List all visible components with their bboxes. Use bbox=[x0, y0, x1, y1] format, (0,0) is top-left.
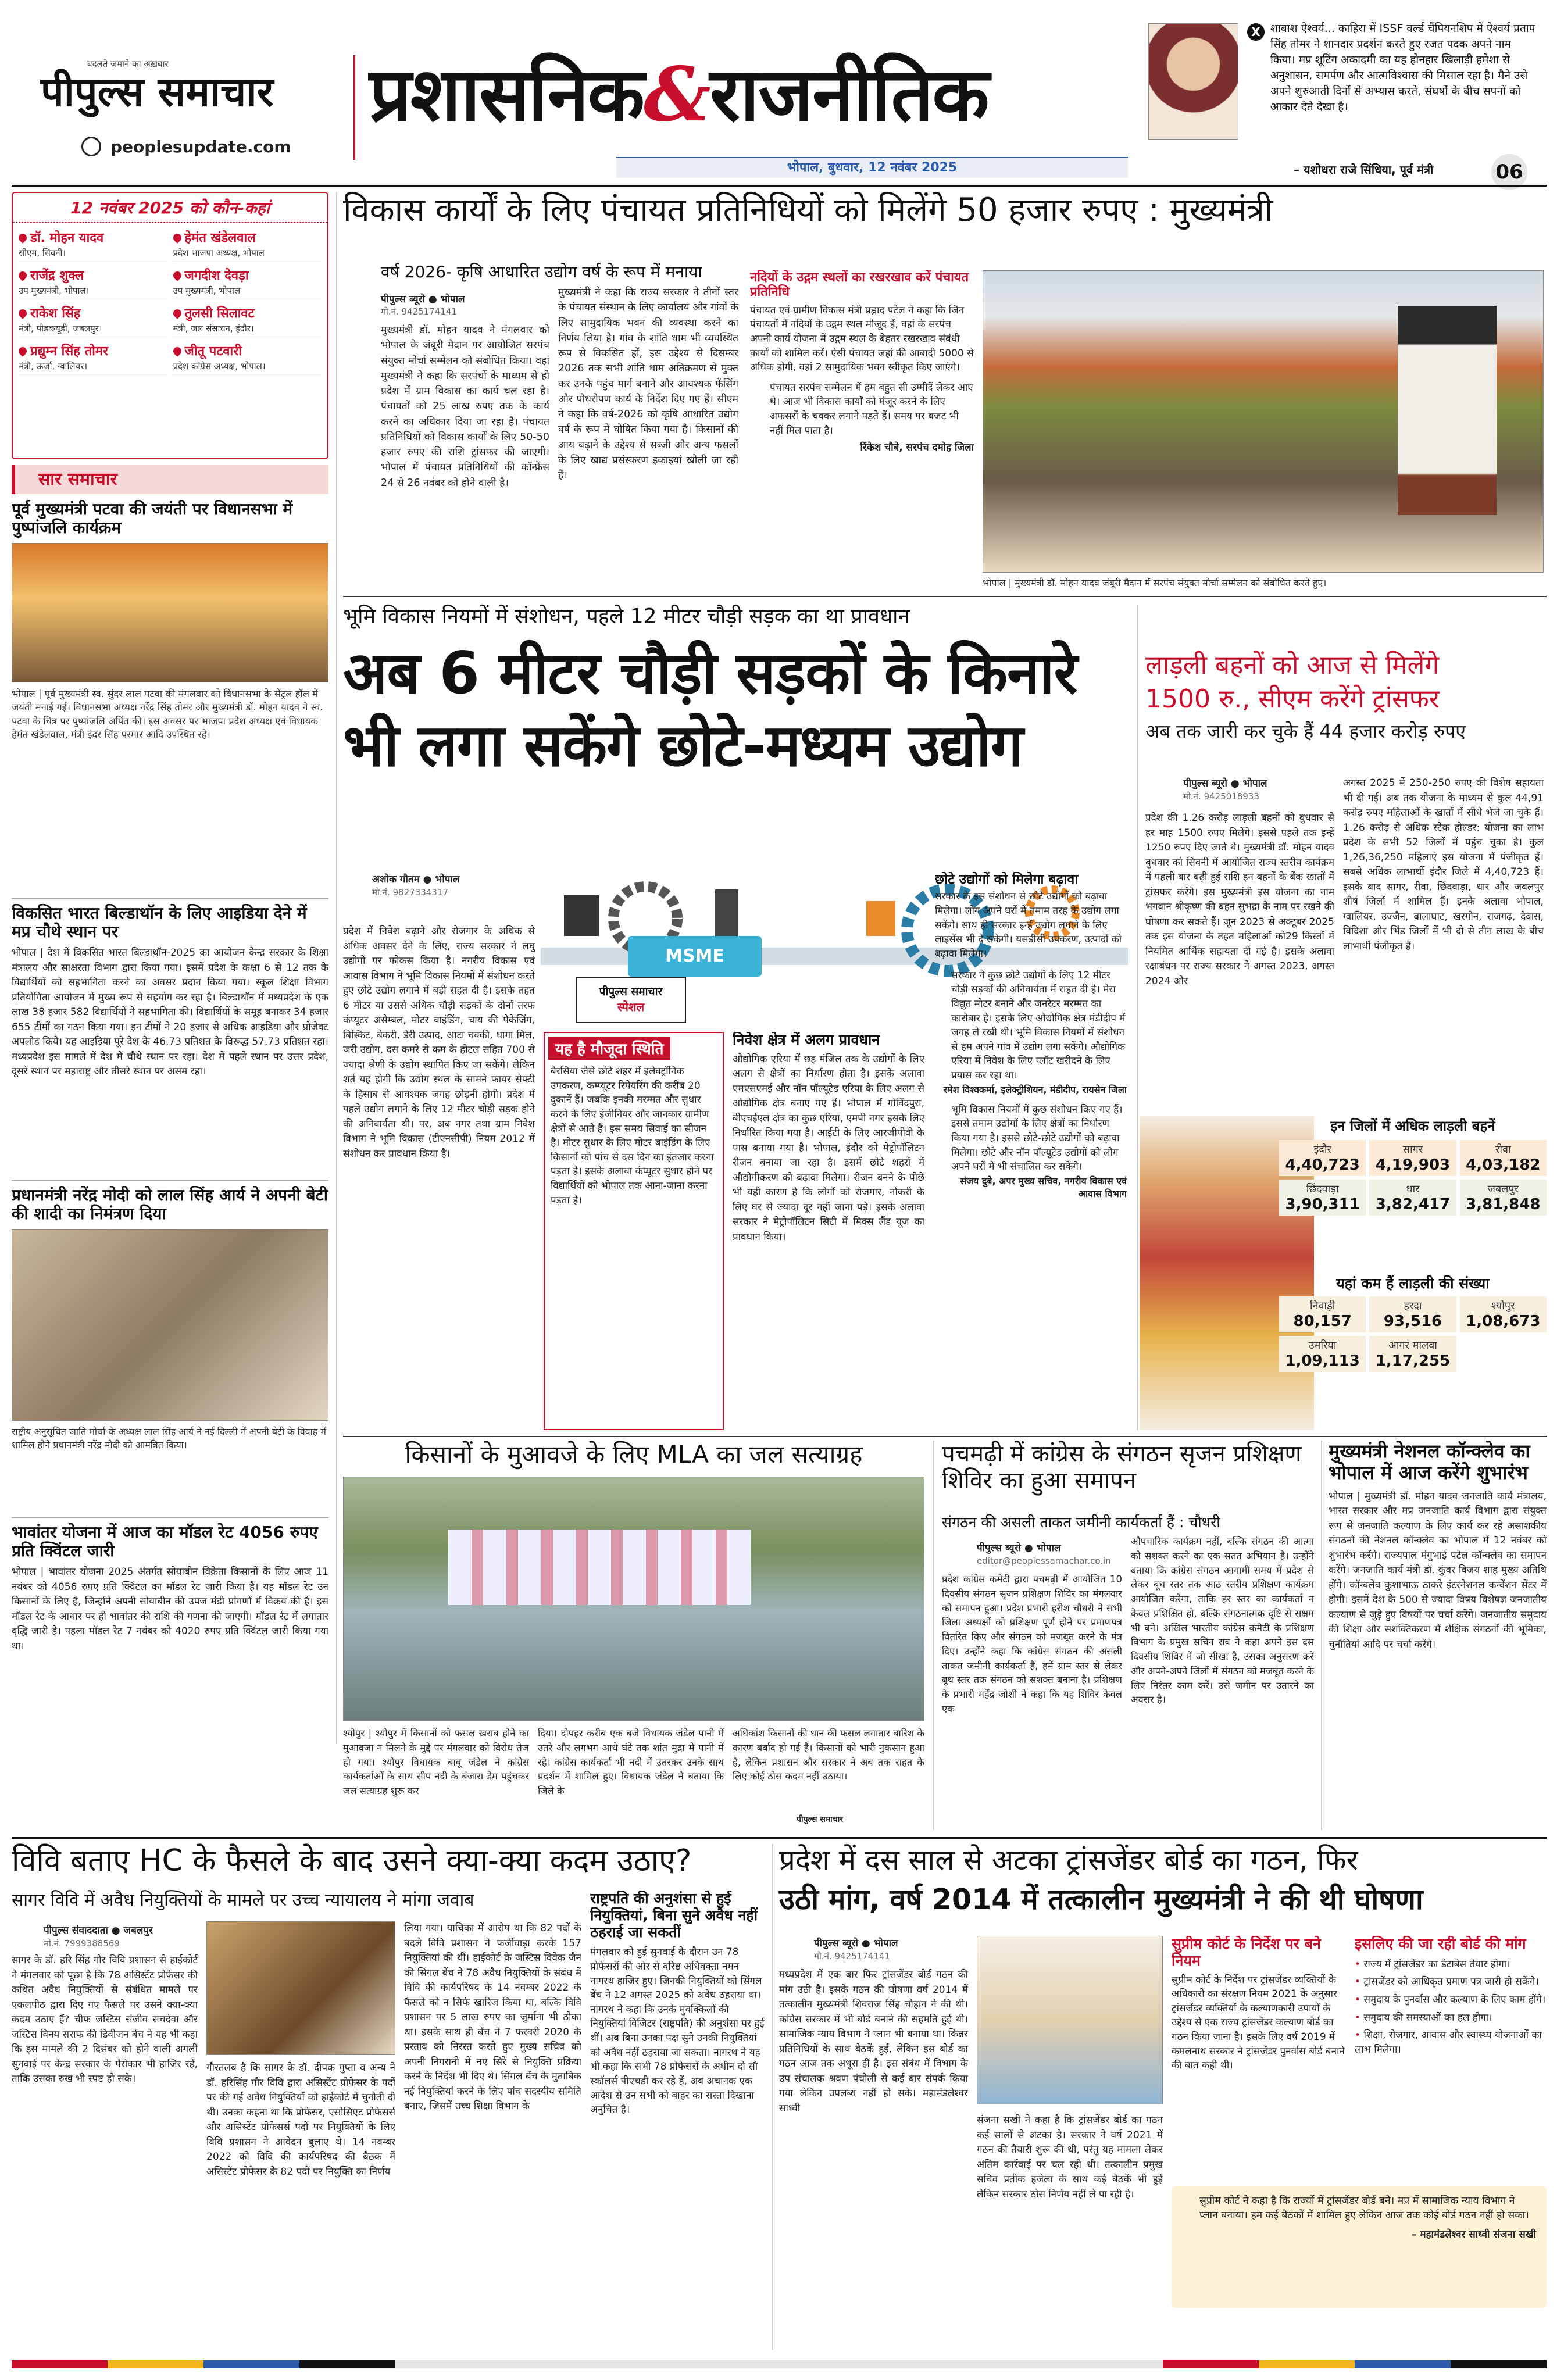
district-name: धार bbox=[1406, 1183, 1420, 1195]
who-where-entry bbox=[173, 266, 322, 299]
saar-1-caption: भोपाल | पूर्व मुख्यमंत्री स्व. सुंदर लाल पटवा की मंगलवार को विधानसभा के सेंट्रल हॉल में जयंती मनाई गई। विधानसभा अध्यक्ष नरेंद्र सिंह तोमर और मुख्यमंत्री डॉ. मोहन यादव ने स्व. पटवा के चित्र पर पुष्पांजलि अर्पित की। इस अवसर पर भाजपा प्रदेश अध्यक्ष एवं विधायक हेमंत खंडेलवाल, मंत्री इंदर सिंह परमार आदि उपस्थित रहे। bbox=[12, 688, 323, 740]
msme-c4-attr-1: रमेश विश्वकर्मा, इलेक्ट्रीशियन, मंडीदीप, रायसेन जिला bbox=[943, 1084, 1127, 1095]
lead-byline: पीपुल्स ब्यूरो ● भोपाल bbox=[381, 294, 465, 305]
msme-headline-1: अब 6 मीटर चौड़ी सड़कों के किनारे bbox=[343, 639, 1077, 707]
pachmarhi-email[interactable]: editor@peoplessamachar.co.in bbox=[977, 1556, 1111, 1566]
bottom-rule bbox=[12, 1837, 1547, 1839]
saar-4-text: भोपाल | भावांतर योजना 2025 अंतर्गत सोयाबीन विक्रेता किसानों के लिए आज 11 नवंबर को 4056 रुपए प्रति क्विंटल का मॉडल रेट जारी किया है। यह मॉडल रेट उन किसानों के लिए है, जिन्होंने अपनी सोयाबीन की उपज मंडी प्रांगणों में विक्रय की है। इस मॉडल रेट के आधार पर ही भावांतर की राशि की गणना की जाएगी। मॉडल रेट में लगातार वृद्धि जारी है। पहला मॉडल रेट 7 नवंबर को 4020 रुपए प्रति क्विंटल जारी किया गया था। bbox=[12, 1566, 328, 1652]
trans-why-box bbox=[1355, 1936, 1547, 2174]
saar-4-headline: भावांतर योजना में आज का मॉडल रेट 4056 रुपए प्रति क्विंटल जारी bbox=[12, 1523, 318, 1561]
person-name: जीतू पटवारी bbox=[184, 344, 242, 359]
saar-story-4 bbox=[12, 1523, 328, 1744]
section-title bbox=[369, 52, 988, 138]
trans-side-text: सुप्रीम कोर्ट के निर्देश पर ट्रांसजेंडर व्यक्तियों के अधिकारों का संरक्षण नियम 2021 के अनुसार ट्रांसजेंडर व्यक्तियों के कल्याणकारी उपायों के उद्देश्य से एक राज्य ट्रांसजेंडर कल्याण बोर्ड का गठन किया जाना है। इसके लिए वर्ष 2019 में कमलनाथ सरकार ने ट्रांसजेंडर पुनर्वास बोर्ड बनाने की बात कही थी। bbox=[1172, 1974, 1345, 2072]
ladli-byline: पीपुल्स ब्यूरो ● भोपाल bbox=[1183, 778, 1267, 789]
location-pin-icon bbox=[172, 270, 183, 281]
msme-col-1: प्रदेश में निवेश बढ़ाने और रोजगार के अधिक से अधिक अवसर देने के लिए, राज्य सरकार ने लघु उद्योगों पर फोकस किया है। नगरीय विकास एवं आवास विभाग ने भूमि विकास नियमों में संशोधन करते हुए छोटे उद्योग लगाने में बड़ी राहत दी है। इसके तहत 6 मीटर या उससे अधिक चौड़ी सड़कों के दोनों तरफ कंप्यूटर असेम्बल, मोटर वाइंडिंग, चाय की पैकेजिंग, बिस्किट, बेकरी, डेरी उत्पाद, आटा चक्की, धागा मिल, जरी उद्योग, दस कमरे से कम के होटल सहित 700 से ज्यादा श्रेणी के उद्योग स्थापित किए जा सकेंगे। लेकिन शर्त यह होगी कि उद्योग स्थल के सामने फायर सेफ्टी के हिसाब से आवश्यक जगह छोड़नी होगी। प्रदेश में पहले उद्योग लगाने के लिए 12 मीटर चौड़ी सड़क होने की अनिवार्यता थी। पर, अब नगर तथा ग्राम निवेश विभाग ने भूमि विकास (टीएनसीपी) नियम 2012 में संशोधन कर प्रावधान किया है। bbox=[343, 925, 535, 1160]
district-count: 3,82,417 bbox=[1375, 1196, 1451, 1213]
msme-c4-attr-2: संजय दुबे, अपर मुख्य सचिव, नगरीय विकास एवं आवास विभाग bbox=[960, 1175, 1127, 1199]
saar-story-3 bbox=[12, 1186, 328, 1511]
lead-side-quote: पंचायत सरपंच सम्मेलन में हम बहुत सी उम्मीदें लेकर आए थे। आज भी विकास कार्यों को मंजूर करने के लिए अफसरों के चक्कर लगाने पड़ते हैं। समय पर बजट भी नहीं मिल पाता है। bbox=[770, 381, 973, 437]
saar-rule-3 bbox=[12, 1517, 328, 1518]
person-name: तुलसी सिलावट bbox=[184, 306, 255, 321]
globe-icon bbox=[81, 137, 101, 156]
trans-byline: पीपुल्स ब्यूरो ● भोपाल bbox=[814, 1938, 898, 1949]
who-where-entry bbox=[173, 342, 322, 375]
pachmarhi-byline: पीपुल्स ब्यूरो ● भोपाल bbox=[977, 1542, 1061, 1554]
why-item: • राज्य में ट्रांसजेंडर का डेटाबेस तैयार होगा। bbox=[1355, 1957, 1547, 1972]
msme-status-box bbox=[544, 1032, 724, 1430]
person-name: जगदीश देवड़ा bbox=[184, 269, 249, 283]
person-name: राजेंद्र शुक्ल bbox=[30, 269, 84, 283]
hc-col-3: लिया गया। याचिका में आरोप था कि 82 पदों के बदले विवि प्रशासन ने फर्जीवाड़ा करके 157 नियुक्तियां की थीं। हाईकोर्ट के जस्टिस विवेक जैन की सिंगल बेंच ने 78 अवैध नियुक्तियों के संबंध में विवि की कार्यपरिषद के 14 नवम्बर 2022 के फैसले को न सिर्फ खारिज किया था, बल्कि विवि प्रशासन पर 5 लाख रुपए का जुर्माना भी ठोका था। इसके साथ ही बेंच ने 7 फरवरी 2020 के प्रस्ताव को निरस्त करते हुए मुख्य सचिव को अपनी निगरानी में नए सिरे से नियुक्ति प्रक्रिया करने के निर्देश भी दिए थे। सिंगल बेंच के मुताबिक नई नियुक्तियां करने के लिए पांच सदस्यीय समिति बनाए, जिसमें उच्च शिक्षा विभाग के bbox=[404, 1922, 581, 2112]
saar-3-caption: राष्ट्रीय अनुसूचित जाति मोर्चा के अध्यक्ष लाल सिंह आर्य ने नई दिल्ली में अपनी बेटी के विवाह में शामिल होने प्रधानमंत्री नरेंद्र मोदी को आमंत्रित किया। bbox=[12, 1426, 326, 1450]
msme-kicker: भूमि विकास नियमों में संशोधन, पहले 12 मीटर चौड़ी सड़क का था प्रावधान bbox=[343, 605, 910, 628]
paper-logo bbox=[41, 69, 273, 116]
who-where-title: 12 नवंबर 2025 को कौन-कहां bbox=[13, 193, 327, 223]
msme-badge: MSME bbox=[628, 936, 762, 977]
saar-rule-2 bbox=[12, 1180, 328, 1181]
arya-modi-photo bbox=[12, 1229, 328, 1421]
district-stat bbox=[1460, 1140, 1547, 1176]
mla-col-2: दिया। दोपहर करीब एक बजे विधायक जंडेल पानी में उतरे और लगभग आधे घंटे तक शांत मुद्रा में पानी में रहे। कांग्रेस कार्यकर्ता भी नदी में उतरकर उनके साथ प्रदर्शन में शामिल हुए। विधायक जंडेल ने बताया कि जिले के bbox=[538, 1728, 724, 1796]
ladli-headline-2: 1500 रु., सीएम करेंगे ट्रांसफर bbox=[1145, 684, 1440, 714]
district-count: 1,09,113 bbox=[1285, 1352, 1360, 1370]
pachmarhi-col-2: औपचारिक कार्यक्रम नहीं, बल्कि संगठन की आत्मा को सशक्त करने का एक सतत अभियान है। उन्होंने बताया कि कांग्रेस संगठन आगामी समय में प्रदेश से लेकर बूथ स्तर तक आठ स्तरीय प्रशिक्षण कार्यक्रम आयोजित करेगा, ताकि हर स्तर का कार्यकर्ता न केवल प्रशिक्षित हो, बल्कि संगठनात्मक दृष्टि से सक्षम भी बने। अखिल भारतीय कांग्रेस कमेटी के प्रशिक्षण विभाग के प्रमुख सचिन राव ने कहा अपने इस दस दिवसीय शिविर में जो सीखा है, उसका अनुसरण करें और अपने-अपने जिलों में संगठन को मजबूत करने के लिए निरंतर काम करें। उसे जमीन पर उतारने का अवसर है। bbox=[1131, 1536, 1314, 1706]
district-count: 3,81,848 bbox=[1466, 1196, 1541, 1213]
footer-color-bar bbox=[12, 2360, 1547, 2368]
ladli-least-title: यहां कम हैं लाड़ली की संख्या bbox=[1336, 1275, 1490, 1292]
tweet-author: – यशोधरा राजे सिंधिया, पूर्व मंत्री bbox=[1294, 163, 1434, 177]
patwa-tribute-photo bbox=[12, 543, 328, 682]
website[interactable]: peoplesupdate.com bbox=[110, 137, 291, 156]
ladli-col-2: अगस्त 2025 में 250-250 रुपए की विशेष सहायता भी दी गई। अब तक योजना के माध्यम से कुल 44,91 करोड़ रुपए महिलाओं के खातों में सीधे भेजे जा चुके हैं। 1.26 करोड़ से अधिक स्टेक होल्डर: योजना का लाभ प्रदेश के सभी 52 जिलों में पहुंच चुका है। कुल 1,26,36,250 महिलाएं इस योजना में पंजीकृत हैं। सबसे अधिक लाभार्थी इंदौर जिले में 4,40,723 हैं। इसके बाद सागर, रीवा, छिंदवाड़ा, धार और जबलपुर शीर्ष जिलों में शामिल हैं। इनके अलावा भोपाल, ग्वालियर, उज्जैन, बालाघाट, खरगोन, राजगढ़, देवास, विदिशा और भिंड जिलों में भी दो से तीन लाख के बीच लाभार्थी पंजीकृत हैं। bbox=[1343, 777, 1544, 952]
who-where-entry bbox=[19, 342, 167, 375]
ladli-col-1: प्रदेश की 1.26 करोड़ लाड़ली बहनों को बुधवार से हर माह 1500 रुपए मिलेंगे। इससे पहले तक इन्हें 1250 रुपए दिए जाते थे। मुख्यमंत्री डॉ. मोहन यादव बुधवार को सिवनी में आयोजित राज्य स्तरीय कार्यक्रम में पहली बार बढ़ी हुई राशि इन बहनों के बैंक खातों में ट्रांसफर करेंगे। इस मुख्यमंत्री इस योजना का नाम भगवान श्रीकृष्ण की बहन सुभद्रा के नाम पर रखने की घोषणा कर सकते हैं। जून 2023 से अक्टूबर 2025 तक इस योजना के तहत महिलाओं को29 किस्तों में नियमित आर्थिक सहायता दी गई है। इसके अलावा रक्षाबंधन पर राज्य सरकार ने अगस्त 2023, अगस्त 2024 और bbox=[1145, 812, 1334, 987]
district-name: जबलपुर bbox=[1487, 1183, 1519, 1195]
district-stat bbox=[1279, 1140, 1366, 1176]
trans-side-headline: सुप्रीम कोर्ट के निर्देश पर बने नियम bbox=[1172, 1936, 1321, 1969]
cm-speech-photo bbox=[983, 270, 1544, 573]
who-where-entry bbox=[19, 266, 167, 299]
district-count: 80,157 bbox=[1293, 1313, 1352, 1330]
who-where-entry bbox=[19, 228, 167, 262]
hc-trans-rule bbox=[772, 1844, 773, 2350]
special-tag-label: स्पेशल bbox=[617, 1000, 645, 1014]
pachmarhi-conclave-rule bbox=[1321, 1441, 1322, 1830]
district-stat bbox=[1279, 1336, 1366, 1372]
tweet-box bbox=[1148, 12, 1544, 186]
hc-byline: पीपुल्स संवाददाता ● जबलपुर bbox=[44, 1925, 153, 1936]
person-place: सीएम, सिवनी। bbox=[19, 248, 66, 258]
district-stat bbox=[1460, 1296, 1547, 1332]
who-where-entry bbox=[173, 228, 322, 262]
district-stat bbox=[1279, 1296, 1366, 1332]
special-tag bbox=[576, 977, 686, 1023]
hc-tel: मो.नं. 7999388569 bbox=[44, 1938, 120, 1949]
location-pin-icon bbox=[17, 308, 28, 319]
conclave-headline: मुख्यमंत्री नेशनल कॉन्क्लेव का भोपाल में आज करेंगे शुभारंभ bbox=[1329, 1441, 1530, 1484]
location-pin-icon bbox=[172, 232, 183, 244]
mla-credit: पीपुल्स समाचार bbox=[797, 1815, 844, 1824]
district-count: 3,90,311 bbox=[1285, 1196, 1360, 1213]
district-stat bbox=[1460, 1180, 1547, 1216]
hc-side-text: मंगलवार को हुई सुनवाई के दौरान उन 78 प्रोफेसरों की ओर से वरिष्ठ अधिवक्ता नमन नागरथ हाजिर हुए। जिनकी नियुक्तियों को सिंगल बेंच ने 12 अगस्त 2025 को अवैध ठहराया था। नागरथ ने कहा कि उनके मुवक्किलों की नियुक्तियां विजिटर (राष्ट्रपति) की अनुशंसा पर हुई थीं। अब बिना उनका पक्ष सुने उनकी नियुक्तियां को अवैध नहीं ठहराया जा सकता। नागरथ ने यह भी कहा कि सभी 78 प्रोफेसरों के अधीन दो सौ स्कॉलर्स पीएचडी कर रहे हैं, अब अचानक एक आदेश से उन सभी को बाहर का रास्ता दिखाना अनुचित है। bbox=[590, 1946, 765, 2116]
trans-col-2: संजना सखी ने कहा है कि ट्रांसजेंडर बोर्ड का गठन कई सालों से अटका है। सरकार ने वर्ष 2021 में गठन की तैयारी शुरू की थी, परंतु यह मामला लेकर अंतिम कार्रवाई पर चल रही थी। तत्कालीन प्रमुख सचिव प्रतीक हजेला के साथ कई बैठकें भी हुई लेकिन सरकार ठोस निर्णय नहीं ले पा रही है। bbox=[977, 2114, 1163, 2200]
msme-c3-text: औद्योगिक एरिया में छह मंजिल तक के उद्योगों के लिए अलग से क्षेत्रों का निर्धारण होता है। इसके अलावा एमएसएमई और नॉन पॉल्यूटेड एरिया के लिए अलग से औद्योगिक क्षेत्र बनाए गए हैं। भोपाल में गोविंदपुरा, बीएचईएल क्षेत्र का कुछ एरिया, एमपी नगर इसके लिए निर्धारित किया गया है। आईटी के लिए आरजीपीवी के पास बनाया गया है। भोपाल, इंदौर को मेट्रोपॉलिटन रीजन बनाया जा रहा है। इसमें छोटे शहरों में औद्योगीकरण को बढ़ावा मिलेगा। रीजन बनने के पीछे भी यही कारण है कि लोगों को रोजगार, नौकरी के लिए घर से ज्यादा दूर नहीं जाना पड़े। इसके अलावा सरकार ने मेट्रोपॉलिटन सिटी में मिक्स लैंड यूज का प्रावधान किया। bbox=[733, 1053, 924, 1243]
district-count: 4,19,903 bbox=[1375, 1156, 1451, 1174]
conclave-story bbox=[1329, 1441, 1547, 1830]
district-count: 93,516 bbox=[1383, 1313, 1442, 1330]
lead-headline: विकास कार्यों के लिए पंचायत प्रतिनिधियों को मिलेंगे 50 हजार रुपए : मुख्यमंत्री bbox=[343, 191, 1273, 229]
msme-c4-quote-1: सरकार ने कुछ छोटे उद्योगों के लिए 12 मीटर चौड़ी सड़कों की अनिवार्यता में राहत दी है। मेरा विद्युत मोटर बनाने और जनरेटर मरम्मत का कारोबार है। इसके लिए औद्योगिक क्षेत्र मंडीदीप में जगह ले रखी थी। भूमि विकास नियमों में संशोधन से हम अपने गांव में उद्योग लगा सकेंगे। औद्योगिक एरिया में निवेश के लिए प्लॉट खरीदने के लिए प्रयास कर रहा था। bbox=[951, 969, 1126, 1082]
protest-banners bbox=[448, 1530, 751, 1605]
district-name: सागर bbox=[1402, 1143, 1423, 1156]
msme-box-headline: यह है मौजूदा स्थिति bbox=[548, 1037, 670, 1060]
saar-header bbox=[12, 465, 328, 494]
district-stat bbox=[1369, 1336, 1456, 1372]
ladli-least-grid bbox=[1279, 1296, 1547, 1372]
cm-figure bbox=[1398, 306, 1497, 515]
ladli-headline-1: लाड़ली बहनों को आज से मिलेंगे bbox=[1145, 651, 1440, 680]
hc-headline: विवि बताए HC के फैसले के बाद उसने क्या-क्या कदम उठाए? bbox=[12, 1843, 692, 1878]
page-number: 06 bbox=[1491, 154, 1527, 190]
mast-divider bbox=[353, 55, 355, 160]
location-pin-icon bbox=[17, 232, 28, 244]
person-place: उप मुख्यमंत्री, भोपाल bbox=[173, 285, 241, 296]
district-stat bbox=[1369, 1180, 1456, 1216]
district-stat bbox=[1369, 1140, 1456, 1176]
trans-quote-attr: – महामंडलेश्वर साध्वी संजना सखी bbox=[1411, 2228, 1536, 2240]
person-place: प्रदेश कांग्रेस अध्यक्ष, भोपाल। bbox=[173, 361, 266, 371]
ladli-most-grid bbox=[1279, 1140, 1547, 1216]
pachmarhi-subhead: संगठन की असली ताकत जमीनी कार्यकर्ता हैं : चौधरी bbox=[942, 1514, 1220, 1531]
msme-c4-quote-2: भूमि विकास नियमों में कुछ संशोधन किए गए हैं। इससे तमाम उद्योगों के लिए क्षेत्रों का निर्धारण किया गया है। इससे छोटे-छोटे उद्योगों को बढ़ावा मिलेगा। छोटे और नॉन पॉल्यूटेड उद्योगों को लोग अपने घरों में भी संचालित कर सकेंगे। bbox=[951, 1103, 1123, 1173]
trans-col-1: मध्यप्रदेश में एक बार फिर ट्रांसजेंडर बोर्ड गठन की मांग उठी है। इसके गठन की घोषणा वर्ष 2014 में तत्कालीन मुख्यमंत्री शिवराज सिंह चौहान ने की थी। कांग्रेस सरकार में भी बोर्ड बनाने की सहमति हुई थी। सामाजिक न्याय विभाग ने प्लान भी बनाया था। किन्नर प्रतिनिधियों के साथ बैठकें हुईं, लेकिन इस बोर्ड का गठन आज तक अधूरा ही है। इस संबंध में विभाग के उप संचालक श्रवण पंचोली से कई बार संपर्क किया गया लेकिन उपलब्ध नहीं हो सके। महामंडलेश्वर साध्वी bbox=[779, 1969, 968, 2114]
who-where-grid bbox=[13, 223, 327, 381]
district-count: 1,08,673 bbox=[1466, 1313, 1541, 1330]
left-col-rule bbox=[336, 192, 337, 1744]
hc-subhead: सागर विवि में अवैध नियुक्तियों के मामले पर उच्च न्यायालय ने मांगा जवाब bbox=[12, 1890, 474, 1910]
ladli-tel: मो.नं. 9425018933 bbox=[1183, 791, 1259, 802]
who-where-entry bbox=[19, 304, 167, 337]
msme-c4-headline: छोटे उद्योगों को मिलेगा बढ़ावा bbox=[935, 872, 1079, 887]
msme-headline-2: भी लगा सकेंगे छोटे-मध्यम उद्योग bbox=[343, 712, 1023, 780]
person-name: प्रद्युम्न सिंह तोमर bbox=[30, 344, 108, 359]
person-name: हेमंत खंडेलवाल bbox=[184, 231, 256, 245]
section-word2: राजनीतिक bbox=[709, 52, 988, 138]
why-item: • समुदाय के पुनर्वास और कल्याण के लिए काम होंगे। bbox=[1355, 1993, 1547, 2007]
trans-tel: मो.नं. 9425174141 bbox=[814, 1951, 890, 1961]
lead-col-2: मुख्यमंत्री ने कहा कि राज्य सरकार ने तीनों स्तर के पंचायत संस्थान के लिए कार्यालय और गांवों के लिए सामुदायिक भवन की व्यवस्था करने का निर्णय लिया है। गांव के शांति धाम भी व्यवस्थित रूप से विकसित हों, इस उद्देश्य से दिसम्बर 2026 तक सभी शांति धाम अतिक्रमण से मुक्त कर उनके पहुंच मार्ग बनाने और आवश्यक फेंसिंग और पौधरोपण कार्य के निर्देश दिए गए हैं। सीएम ने कहा कि वर्ष-2026 को कृषि आधारित उद्योग वर्ष के रूप में घोषित किया गया है। किसानों की आय बढ़ाने के उद्देश्य से सब्जी और अन्य फसलों के लिए खाद्य प्रसंस्करण इकाइयां खोली जा रही हैं। bbox=[558, 287, 738, 481]
district-name: रीवा bbox=[1495, 1143, 1511, 1156]
saar-rule-1 bbox=[12, 898, 328, 899]
location-pin-icon bbox=[17, 345, 28, 357]
location-pin-icon bbox=[172, 345, 183, 357]
district-count: 4,03,182 bbox=[1466, 1156, 1541, 1174]
x-logo-icon: X bbox=[1247, 23, 1265, 41]
hc-col-1: सागर के डॉ. हरि सिंह गौर विवि प्रशासन से हाईकोर्ट ने मंगलवार को पूछा है कि 78 असिस्टेंट प्रोफेसर की कथित अवैध नियुक्तियों से संबंधित मामले पर एकलपीठ द्वारा दिए गए फैसले पर उसने क्या-क्या कदम उठाए हैं? चीफ जस्टिस संजीव सचदेवा और जस्टिस विनय सराफ की डिवीजन बेंच ने यह भी कहा कि इस मामले की 2 दिसंबर को होने वाली अगली सुनवाई पर केन्द्र सरकार के पैरोकार भी हाजिर रहें, ताकि उसका रुख भी स्पष्ट हो सके। bbox=[12, 1954, 198, 2085]
msme-col-4 bbox=[935, 872, 1127, 1430]
trans-quote-box bbox=[1172, 2186, 1547, 2308]
special-tag-paper: पीपुल्स समाचार bbox=[599, 985, 663, 998]
mla-headline: किसानों के मुआवजे के लिए MLA का जल सत्याग्रह bbox=[405, 1440, 863, 1468]
district-stat bbox=[1369, 1296, 1456, 1332]
ladli-subhead: अब तक जारी कर चुके हैं 44 हजार करोड़ रुपए bbox=[1145, 720, 1466, 742]
section-word1: प्रशासनिक bbox=[369, 52, 644, 138]
district-stat bbox=[1279, 1180, 1366, 1216]
why-item: • ट्रांसजेंडर को आधिकृत प्रमाण पत्र जारी हो सकेंगे। bbox=[1355, 1975, 1547, 1989]
tweet-author-photo bbox=[1148, 23, 1238, 140]
location-pin-icon bbox=[17, 270, 28, 281]
district-name: हरदा bbox=[1404, 1300, 1422, 1312]
dateline-bar bbox=[616, 157, 1128, 178]
middle-rule bbox=[343, 1436, 1547, 1437]
msme-byline: अशोक गौतम ● भोपाल bbox=[372, 874, 460, 885]
msme-c3-headline: निवेश क्षेत्र में अलग प्रावधान bbox=[733, 1032, 880, 1048]
district-name: छिंदवाड़ा bbox=[1306, 1183, 1339, 1195]
trans-why-headline: इसलिए की जा रही बोर्ड की मांग bbox=[1355, 1936, 1526, 1952]
trans-sidebar bbox=[1172, 1936, 1346, 2180]
mla-col-1: श्योपुर | श्योपुर में किसानों को फसल खराब होने का मुआवजा न मिलने के मुद्दे पर मंगलवार को विरोध तेज हो गया। श्योपुर विधायक बाबू जंडेल ने कांग्रेस कार्यकर्ताओं के साथ सीप नदी के बंजारा डेम पहुंचकर जल सत्याग्रह शुरू कर bbox=[343, 1728, 529, 1796]
masthead-rule bbox=[12, 185, 1547, 187]
trans-cartoon bbox=[977, 1936, 1163, 2104]
tweet-text: शाबाश ऐश्वर्य... काहिरा में ISSF वर्ल्ड चैंपियनशिप में ऐश्वर्य प्रताप सिंह तोमर ने शानदार प्रदर्शन करते हुए रजत पदक अपने नाम किया। मप्र शूटिंग अकादमी का यह होनहार खिलाड़ी हमेशा से अनुशासन, समर्पण और आत्मविश्वास की मिसाल रहा है। मैने उसे अपने शुरुआती दिनों से अभ्यास करते, संघर्षों के बीच सपनों को आकार देते देखा है। bbox=[1270, 22, 1535, 113]
district-name: इंदौर bbox=[1313, 1143, 1331, 1156]
district-count: 1,17,255 bbox=[1375, 1352, 1451, 1370]
saar-title: सार समाचार bbox=[38, 469, 117, 489]
lead-side-headline: नदियों के उद्गम स्थलों का रखरखाव करें पंचायत प्रतिनिधि bbox=[750, 270, 969, 300]
trans-headline-1: प्रदेश में दस साल से अटका ट्रांसजेंडर बोर्ड का गठन, फिर bbox=[779, 1843, 1358, 1877]
mla-satyagraha-photo bbox=[343, 1477, 924, 1721]
person-place: मंत्री, पीडब्ल्यूडी, जबलपुर। bbox=[19, 323, 102, 334]
who-where-panel bbox=[12, 192, 328, 459]
msme-tel: मो.नं. 9827334317 bbox=[372, 887, 448, 898]
person-name: डॉ. मोहन यादव bbox=[30, 231, 104, 245]
dateline: भोपाल, बुधवार, 12 नवंबर 2025 bbox=[787, 160, 958, 175]
why-item: • समुदाय की समस्याओं का हल होगा। bbox=[1355, 2011, 1547, 2025]
saar-story-2 bbox=[12, 904, 328, 1154]
person-place: मंत्री, जल संसाधन, इंदौर। bbox=[173, 323, 254, 334]
ladli-most-box bbox=[1279, 1116, 1547, 1273]
conclave-text: भोपाल | मुख्यमंत्री डॉ. मोहन यादव जनजाति कार्य मंत्रालय, भारत सरकार और मप्र जनजाति कार्य विभाग द्वारा संयुक्त रूप से जनजाति कल्याण के लिए कार्य कर रहे असाशकीय संगठनों की नेशनल कॉन्क्लेव का भोपाल में 12 नवंबर को शुभारंभ करेंगे। राज्यपाल मंगुभाई पटेल कॉन्क्लेव का समापन करेंगे। जनजाति कार्य मंत्री डॉ. कुंवर विजय शाह मुख्य अतिथि होंगे। कॉन्क्लेव कुशाभाऊ ठाकरे इंटरनेशनल कन्वेंशन सेंटर में होगी। इसमें देश के 500 से ज्यादा विषय विशेषज्ञ जनजातीय कल्याण से जुड़े हुए विषयों पर चर्चा करेंगे। जनजातीय समुदाय की शिक्षा और सशक्तिकरण में शैक्षिक संगठनों की भूमिका, चुनौतियां आदि पर चर्चा करेंगे। bbox=[1329, 1490, 1547, 1650]
lead-photo-caption: भोपाल | मुख्यमंत्री डॉ. मोहन यादव जंबूरी मैदान में सरपंच संयुक्त मोर्चा सम्मेलन को संबोधित करते हुए। bbox=[983, 577, 1327, 588]
masthead bbox=[0, 0, 1557, 184]
gavel-photo bbox=[206, 1921, 395, 2055]
lead-tel: मो.नं. 9425174141 bbox=[381, 306, 457, 317]
pachmarhi-headline: पचमढ़ी में कांग्रेस के संगठन सृजन प्रशिक्षण शिविर का हुआ समापन bbox=[942, 1441, 1302, 1494]
saar-3-headline: प्रधानमंत्री नरेंद्र मोदी को लाल सिंह आर्य ने अपनी बेटी की शादी का निमंत्रण दिया bbox=[12, 1186, 328, 1224]
district-name: उमरिया bbox=[1308, 1339, 1337, 1352]
lead-side-attr: रिंकेश चौबे, सरपंच दमोह जिला bbox=[860, 442, 974, 454]
lead-sidebar bbox=[750, 270, 974, 593]
mla-col-3: अधिकांश किसानों की धान की फसल लगातार बारिश के कारण बर्बाद हो गई है। किसानों को भारी नुकसान हुआ है, लेकिन प्रशासन और सरकार ने अब तक राहत के लिए कोई ठोस कदम नहीं उठाया। bbox=[733, 1728, 924, 1782]
lead-col-1: मुख्यमंत्री डॉ. मोहन यादव ने मंगलवार को भोपाल के जंबूरी मैदान पर आयोजित सरपंच संयुक्त मोर्चा सम्मेलन को संबोधित किया। वहां मुख्यमंत्री ने कहा कि सरपंचों के माध्यम से ही प्रदेश में ग्राम विकास का कार्य चल रहा है। पंचायतों को 25 लाख रुपए तक के कार्य करने का अधिकार दिया जा रहा है। पंचायत प्रतिनिधियों को विकास कार्यों के लिए 50-50 हजार रुपए की राशि ट्रांसफर की जाएगी। भोपाल में पंचायत प्रतिनिधियों की कॉन्फ्रेंस 24 से 26 नवंबर को होने वाली है। bbox=[381, 324, 549, 489]
msme-box-text: बैरसिया जैसे छोटे शहर में इलेक्ट्रॉनिक उपकरण, कम्प्यूटर रिपेयरिंग की करीब 20 दुकानें हैं। जबकि इनकी मरम्मत और सुधार करने के लिए इंजीनियर और जानकार ग्रामीण क्षेत्रों से आते हैं। इस समय सिवाई का सीजन है। मोटर सुधार के लिए मोटर बाइंडिंग के लिए किसानों को पांच से दस दिन का इंतजार करना पड़ता है। इसके अलावा कंप्यूटर सुधार होने पर विद्यार्थियों को भोपाल तक आना-जाना करना पड़ता है। bbox=[551, 1066, 714, 1206]
trans-quote-text: सुप्रीम कोर्ट ने कहा है कि राज्यों में ट्रांसजेंडर बोर्ड बने। मप्र में सामाजिक न्याय विभाग ने प्लान बनाया। हम कई बैठकों में शामिल हुए लेकिन आज तक कोई बोर्ड गठन नहीं हो सका। bbox=[1199, 2195, 1529, 2222]
trans-headline-2: उठी मांग, वर्ष 2014 में तत्कालीन मुख्यमंत्री ने की थी घोषणा bbox=[779, 1883, 1423, 1916]
msme-col-3 bbox=[733, 1032, 924, 1430]
paper-name: पीपुल्स समाचार bbox=[41, 68, 274, 116]
person-place: उप मुख्यमंत्री, भोपाल। bbox=[19, 285, 90, 296]
msme-ladli-rule bbox=[1137, 605, 1138, 1430]
district-name: श्योपुर bbox=[1491, 1300, 1515, 1312]
who-where-entry bbox=[173, 304, 322, 337]
hc-col-2: गौरतलब है कि सागर के डॉ. दीपक गुप्ता व अन्य ने डॉ. हरिसिंह गौर विवि द्वारा असिस्टेंट प्रोफेसर के पदों पर की गईं अवैध नियुक्तियों को हाईकोर्ट में चुनौती दी थी। उनका कहना था कि प्रोफेसर, एसोसिएट प्रोफेसर्स और असिस्टेंट प्रोफेसर्स पदों पर नियुक्तियों के लिए विवि प्रशासन ने आवेदन बुलाए थे। 14 नवम्बर 2022 को विवि की कार्यपरिषद की बैठक में असिस्टेंट प्रोफेसर के 82 पदों पर नियुक्ति का निर्णय bbox=[206, 2062, 395, 2178]
district-name: आगर मालवा bbox=[1388, 1339, 1437, 1352]
lead-side-text: पंचायत एवं ग्रामीण विकास मंत्री प्र‍ह्लाद पटेल ने कहा कि जिन पंचायतों में नदियों के उद्गम स्थल मौजूद हैं, वहां के सरपंच अपनी कार्य योजना में उद्गम स्थल के बेहतर रखरखाव संबंधी कार्यों को शामिल करें। ऐसी पंचायत जहां की आबादी 5000 से अधिक होगी, वहां 2 सामुदायिक भवन स्वीकृत किए जाएंगे। bbox=[750, 304, 974, 374]
section-amp: & bbox=[644, 51, 710, 138]
msme-c4-text: सरकार के इस संशोधन से छोटे उद्योगों को बढ़ावा मिलेगा। लोग अपने घरों में तमाम तरह के उद्योग लगा सकेंगे। साथ ही सरकार इन्हें उद्योग लगाने के लिए लाइसेंस भी दे सकेगी। यसडीसी उपकरण, उत्पादों को बढ़ावा मिलेगा। bbox=[935, 891, 1122, 960]
trans-why-list bbox=[1355, 1957, 1547, 2057]
location-pin-icon bbox=[172, 308, 183, 319]
lead-rule bbox=[343, 596, 1547, 597]
person-name: राकेश सिंह bbox=[30, 306, 81, 321]
person-place: प्रदेश भाजपा अध्यक्ष, भोपाल bbox=[173, 248, 265, 258]
ladli-least-box bbox=[1279, 1273, 1547, 1430]
saar-2-text: भोपाल | देश में विकसित भारत बिल्डाथॉन-2025 का आयोजन केन्द्र सरकार के शिक्षा मंत्रालय और साक्षरता विभाग द्वारा किया गया। इसमें प्रदेश के कक्षा 6 से 12 तक के विद्यार्थियों को सहभागिता करने का अवसर प्रदान किया गया। स्कूल शिक्षा विभाग प्रतियोगिता आयोजन में मुख्य रूप से सहयोग कर रहा है। बिल्डाथॉन में मध्यप्रदेश के एक लाख 38 हजार 582 विद्यार्थियों ने सहभागिता की। विद्यार्थियों के समूह बनाकर 34 हजार 655 टीमों का गठन किया गया। इन टीमों ने 20 हजार से अधिक आइडिया और प्रोजेक्ट अपलोड किये। यह आइडिया पूरे देश के 46.73 प्रतिशत के विरूद्ध 57.73 प्रतिशत रहा। मध्यप्रदेश इस मामले में देश में चौथे स्थान पर रहा। देश में पहले स्थान पर उत्तर प्रदेश, दूसरे स्थान पर महाराष्ट्र और तीसरे स्थान पर असम रहा। bbox=[12, 947, 328, 1078]
hc-sidebar bbox=[590, 1891, 765, 2350]
mla-pachmarhi-rule bbox=[933, 1441, 934, 1830]
ladli-most-title: इन जिलों में अधिक लाड़ली बहनें bbox=[1330, 1118, 1495, 1134]
saar-1-headline: पूर्व मुख्यमंत्री पटवा की जयंती पर विधानसभा में पुष्पांजलि कार्यक्रम bbox=[12, 500, 293, 538]
district-name: निवाड़ी bbox=[1309, 1300, 1335, 1312]
tagline: बदलते ज़माने का अख़बार bbox=[87, 59, 169, 69]
pachmarhi-col-1: प्रदेश कांग्रेस कमेटी द्वारा पचमढ़ी में आयोजित 10 दिवसीय संगठन सृजन प्रशिक्षण शिविर का मंगलवार को समापन हुआ। प्रदेश प्रभारी हरीश चौधरी ने सभी जिला अध्यक्षों को प्रशिक्षण पूर्ण होने पर प्रमाणपत्र वितरित किए और संगठन को मजबूत करने के मंत्र दिए। उन्होंने कहा कि कांग्रेस संगठन की असली ताकत जमीनी कार्यकर्ता हैं, हमें ग्राम स्तर से लेकर बूथ स्तर तक संगठन को सशक्त बनाना है। प्रशिक्षण के प्रभारी महेंद्र जोशी ने कहा कि यह शिविर केवल एक bbox=[942, 1574, 1122, 1714]
saar-story-1 bbox=[12, 500, 328, 791]
lead-subhead: वर्ष 2026- कृषि आधारित उद्योग वर्ष के रूप में मनाया bbox=[381, 262, 702, 281]
saar-2-headline: विकसित भारत बिल्डाथॉन के लिए आइडिया देने में मप्र चौथे स्थान पर bbox=[12, 904, 307, 942]
person-place: मंत्री, ऊर्जा, ग्वालियर। bbox=[19, 361, 88, 371]
district-count: 4,40,723 bbox=[1285, 1156, 1360, 1174]
hc-side-headline: राष्ट्रपति की अनुशंसा से हुई नियुक्तियां, बिना सुने अवैध नहीं ठहराई जा सकतीं bbox=[590, 1891, 758, 1941]
why-item: • शिक्षा, रोजगार, आवास और स्वास्थ्य योजनाओं का लाभ मिलेगा। bbox=[1355, 2028, 1547, 2057]
